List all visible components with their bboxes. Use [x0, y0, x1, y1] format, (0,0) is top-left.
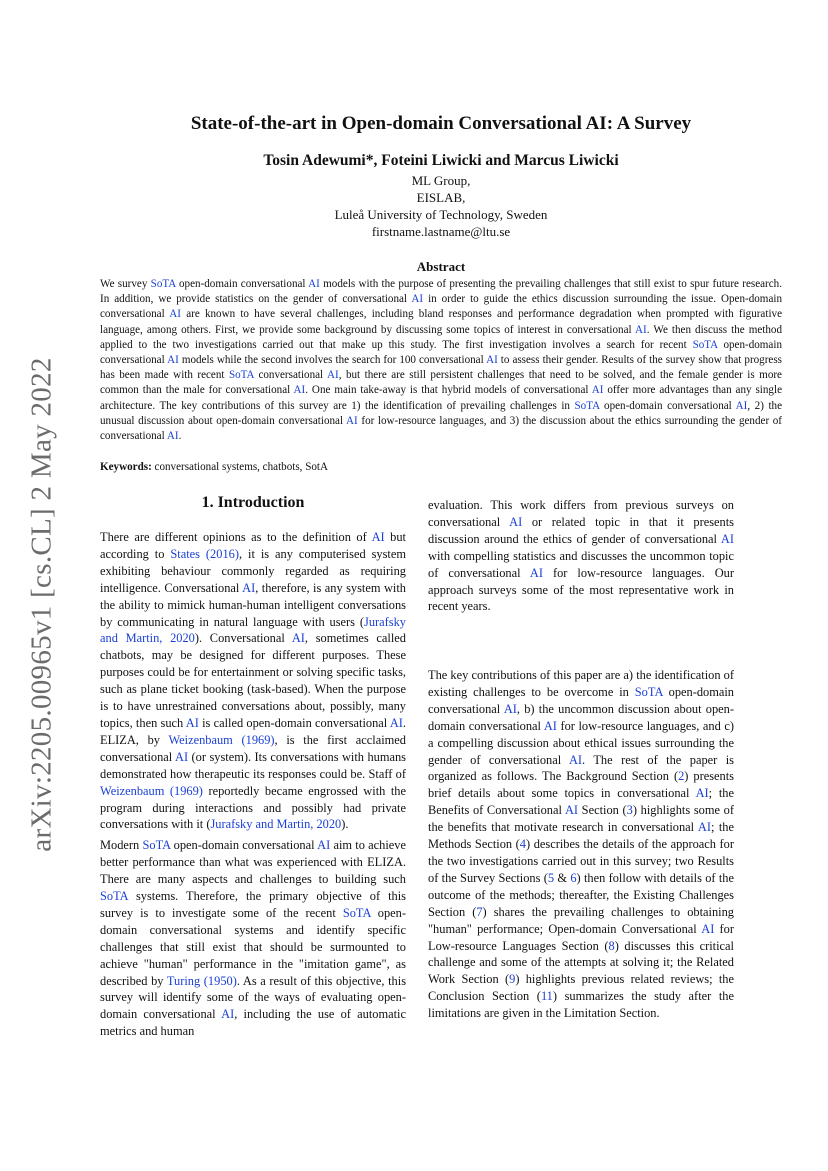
- inline-link[interactable]: AI: [389, 715, 403, 730]
- abstract-heading: Abstract: [416, 259, 466, 274]
- inline-link[interactable]: Jurafsky and Martin, 2020: [100, 614, 406, 646]
- inline-link[interactable]: AI: [346, 414, 358, 427]
- paper-title: State-of-the-art in Open-domain Conversational AI: A Survey: [190, 113, 692, 134]
- affiliation-line: Luleå University of Technology, Sweden: [334, 207, 548, 222]
- inline-link[interactable]: AI: [175, 749, 189, 764]
- inline-link[interactable]: AI: [291, 631, 305, 646]
- inline-link[interactable]: AI: [543, 718, 557, 733]
- affiliation-block: [100, 172, 782, 240]
- inline-link[interactable]: AI: [169, 308, 181, 321]
- inline-link[interactable]: SoTA: [228, 369, 254, 382]
- keywords-label: Keywords:: [100, 461, 152, 473]
- right-column-bottom: [428, 667, 734, 1026]
- inline-link[interactable]: AI: [293, 384, 306, 397]
- intro-paragraph: The key contributions of this paper are a) the identification of existing challenges to be overcome in SoTA open-domain conversational AI, b) the uncommon discussion about open-domain conversational AI for low-resource languages, and c) a compelling discussion about ethical issues surrounding the gender of conversational AI. The rest of the paper is organized as follows. The Background Section (2) presents brief details about some topics in conversational AI; the Benefits of Conversational AI Section (3) highlights some of the benefits that motivate research in conversational AI; the Methods Section (4) describes the details of the approach for the two investigations carried out in this survey; two Results of the Survey Sections (5 & 6) then follow with details of the outcome of the methods; thereafter, the Existing Challenges Section (7) shares the prevailing challenges to obtaining "human" performance; Open-domain Conversational AI for Low-resource Languages Section (8) discusses this critical challenge and some of the attempts at solving it; the Related Work Section (9) highlights previous related reviews; the Conclusion Section (11) summarizes the study after the limitations are given in the Limitation Section.: [428, 668, 735, 1021]
- inline-link[interactable]: AI: [503, 701, 517, 716]
- inline-link[interactable]: AI: [486, 354, 498, 367]
- affiliation-line: ML Group,: [411, 173, 471, 188]
- inline-link[interactable]: 5: [547, 870, 555, 885]
- inline-link[interactable]: AI: [735, 399, 748, 412]
- right-column-top: [428, 497, 734, 619]
- inline-link[interactable]: SoTA: [100, 889, 128, 904]
- keywords-line: [100, 460, 782, 475]
- inline-link[interactable]: AI: [591, 384, 604, 397]
- inline-link[interactable]: 7: [476, 904, 483, 919]
- intro-paragraph: Modern SoTA open-domain conversational AI aim to achieve better performance than what was experienced with ELIZA. There are many aspects and challenges to building such SoTA systems. Therefore, the primary objective of this survey is to investigate some of the recent SoTA open-domain conversational systems and identify specific challenges that still exist that should be surmounted to achieve "human" performance in the "imitation game", as described by Turing (1950). As a result of this objective, this survey will identify some of the ways of evaluating open-domain conversational AI, including the use of automatic metrics and human: [100, 838, 407, 1039]
- inline-link[interactable]: SoTA: [342, 905, 371, 920]
- affiliation-email: firstname.lastname@ltu.se: [371, 224, 511, 239]
- left-column: [100, 529, 406, 1044]
- inline-link[interactable]: AI: [167, 354, 179, 367]
- inline-link[interactable]: 2: [678, 769, 685, 784]
- inline-link[interactable]: AI: [697, 820, 711, 835]
- inline-link[interactable]: 9: [509, 972, 516, 987]
- inline-link[interactable]: AI: [509, 514, 523, 529]
- inline-link[interactable]: SoTA: [634, 684, 663, 699]
- inline-link[interactable]: AI: [564, 803, 579, 818]
- inline-link[interactable]: AI: [308, 278, 320, 290]
- intro-paragraph: There are different opinions as to the definition of AI but according to States (2016), it is any computerised system exhibiting behaviour commonly regarded as requiring intelligence. Conversational AI, therefore, is any system with the ability to mimick human-human intelligent conversations by communicating in natural language with users (Jurafsky and Martin, 2020). Conversational AI, sometimes called chatbots, may be designed for different purposes. These purposes could be for entertainment or solving specific tasks, such as plane ticket booking (task-based). When the purpose is to have unrestrained conversations about, possibly, many topics, then such AI is called open-domain conversational AI. ELIZA, by Weizenbaum (1969), is the first acclaimed conversational AI (or system). Its conversations with humans demonstrated how therapeutic its responses could be. Staff of Weizenbaum (1969) reportedly became engrossed with the program during interactions and possibly had private conversations with it (Jurafsky and Martin, 2020).: [100, 530, 407, 832]
- inline-link[interactable]: Weizenbaum (1969): [168, 732, 275, 747]
- inline-link[interactable]: AI: [411, 293, 424, 306]
- section-heading-introduction: 1. Introduction: [201, 494, 305, 511]
- arxiv-stamp: [14, 356, 70, 852]
- inline-link[interactable]: 6: [570, 870, 577, 885]
- arxiv-stamp-text: arXiv:2205.00965v1 [cs.CL] 2 May 2022: [25, 356, 58, 852]
- inline-link[interactable]: AI: [529, 565, 543, 580]
- inline-link[interactable]: AI: [317, 838, 331, 853]
- inline-link[interactable]: AI: [166, 430, 179, 443]
- inline-link[interactable]: AI: [701, 921, 715, 936]
- inline-link[interactable]: AI: [635, 323, 647, 336]
- intro-paragraph: evaluation. This work differs from previous surveys on conversational AI or related topic in that it presents discussion around the ethics of gender of conversational AI with compelling statistics and discusses the uncommon topic of conversational AI for low-resource languages. Our approach surveys some of the most representative work in recent years.: [428, 498, 734, 614]
- affiliation-line: EISLAB,: [416, 190, 466, 205]
- inline-link[interactable]: AI: [221, 1007, 235, 1022]
- inline-link[interactable]: SoTA: [692, 338, 718, 351]
- inline-link[interactable]: 3: [626, 803, 633, 818]
- inline-link[interactable]: AI: [185, 715, 199, 730]
- inline-link[interactable]: AI: [371, 530, 385, 544]
- inline-link[interactable]: 8: [608, 938, 615, 953]
- inline-link[interactable]: Weizenbaum (1969): [100, 783, 203, 798]
- paper-authors: Tosin Adewumi*, Foteini Liwicki and Marcus Liwicki: [263, 152, 619, 169]
- abstract-text: We survey SoTA open-domain conversational AI models with the purpose of presenting the prevailing challenges that still exist to spur future research. In addition, we provide statistics on the gender of conversational AI in order to guide the ethics discussion surrounding the issue. Open-domain conversational AI are known to have several challenges, including bland responses and performance degradation when prompted with figurative language, among others. First, we provide some background by discussing some topics of interest in conversational AI. We then discuss the method applied to the two investigations carried out that make up this study. The first investigation involves a search for recent SoTA open-domain conversational AI models while the second involves the search for 100 conversational AI to assess their gender. Results of the survey show that progress has been made with recent SoTA conversational AI, but there are still persistent challenges that need to be solved, and the female gender is more common than the male for conversational AI. One main take-away is that hybrid models of conversational AI offer more advantages than any single architecture. The key contributions of this survey are 1) the identification of prevailing challenges in SoTA open-domain conversational AI, 2) the unusual discussion about open-domain conversational AI for low-resource languages, and 3) the discussion about the ethics surrounding the gender of conversational AI.: [100, 278, 782, 443]
- inline-link[interactable]: AI: [568, 752, 583, 767]
- inline-link[interactable]: SoTA: [142, 838, 171, 853]
- inline-link[interactable]: States (2016): [170, 546, 239, 561]
- inline-link[interactable]: AI: [695, 786, 709, 801]
- inline-link[interactable]: SoTA: [150, 278, 176, 290]
- inline-link[interactable]: Turing (1950): [166, 973, 237, 988]
- inline-link[interactable]: 4: [519, 837, 526, 852]
- inline-link[interactable]: Jurafsky and Martin, 2020: [210, 817, 342, 832]
- keywords-value: conversational systems, chatbots, SotA: [151, 461, 329, 473]
- inline-link[interactable]: AI: [327, 369, 339, 382]
- inline-link[interactable]: SoTA: [574, 399, 600, 412]
- inline-link[interactable]: AI: [242, 580, 256, 595]
- inline-link[interactable]: 11: [540, 989, 553, 1004]
- inline-link[interactable]: AI: [720, 531, 734, 546]
